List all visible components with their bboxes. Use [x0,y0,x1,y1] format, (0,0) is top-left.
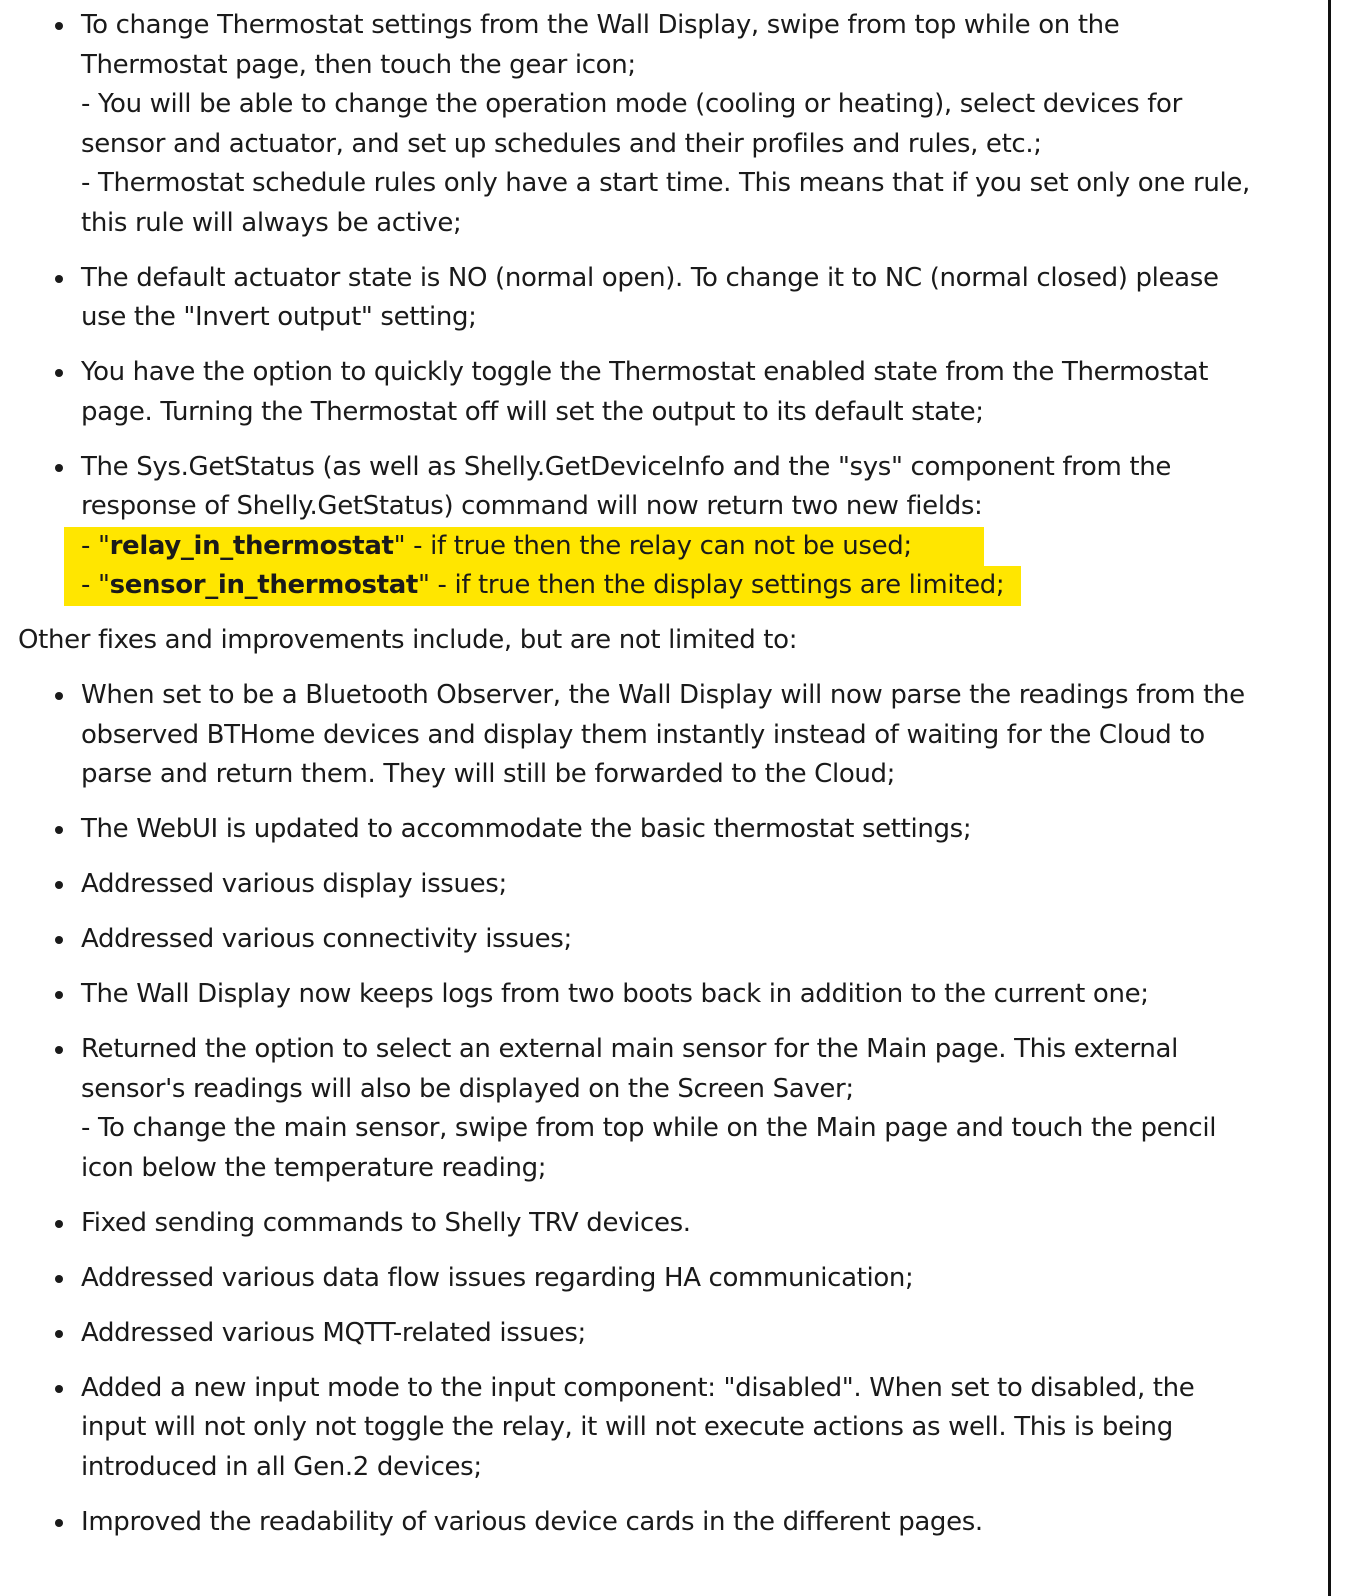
text-line: response of Shelly.GetStatus) command will now return two new fields: [81,491,983,521]
text-line: introduced in all Gen.2 devices; [81,1451,482,1482]
text-line: Addressed various display issues; [81,869,507,899]
text-line: Addressed various connectivity issues; [81,924,572,954]
text-line: - To change the main sensor, swipe from top while on the Main page and touch the pencil [81,1113,1217,1143]
text-line: Improved the readability of various device cards in the different pages. [81,1506,983,1537]
list-item [0,1030,1320,1188]
text-line: To change Thermostat settings from the Wall Display, swipe from top while on the [81,10,1120,40]
field-name: sensor_in_thermostat [109,570,418,600]
text-line: The Sys.GetStatus (as well as Shelly.GetDeviceInfo and the "sys" component from the [81,451,1171,482]
text-line: The WebUI is updated to accommodate the basic thermostat settings; [81,814,972,844]
text-line: - You will be able to change the operation mode (cooling or heating), select devices for [81,89,1182,119]
field-description: " - if true then the relay can not be used; [393,530,912,561]
highlighted-field-relay [64,527,984,567]
list-item [0,975,1320,1015]
list-item [0,676,1320,795]
list-item [0,1503,1320,1543]
list-item [0,259,1320,338]
text-line: Added a new input mode to the input component: "disabled". When set to disabled, the [81,1372,1195,1403]
text-line: observed BTHome devices and display them instantly instead of waiting for the Cloud to [81,719,1205,750]
text-line: Returned the option to select an external main sensor for the Main page. This external [81,1034,1178,1064]
list-item [0,810,1320,850]
text-line: You have the option to quickly toggle the Thermostat enabled state from the Thermostat [81,357,1209,387]
field-prefix: - " [81,530,110,561]
field-description: " - if true then the display settings are limited; [418,570,1005,600]
text-line: The default actuator state is NO (normal open). To change it to NC (normal closed) please [81,262,1219,293]
text-line: input will not only not toggle the relay, it will not execute actions as well. This is being [81,1412,1173,1442]
text-line: page. Turning the Thermostat off will set the output to its default state; [81,396,984,427]
text-line: The Wall Display now keeps logs from two boots back in addition to the current one; [81,979,1149,1009]
field-name: relay_in_thermostat [109,530,394,561]
text-line: icon below the temperature reading; [81,1152,547,1183]
list-item [0,6,1320,243]
list-item [0,920,1320,960]
list-item [0,1369,1320,1488]
window-edge-border [1328,0,1331,1596]
text-line: Addressed various MQTT-related issues; [81,1317,586,1348]
other-fixes-list [0,676,1320,1542]
list-item [0,353,1320,432]
text-line: this rule will always be active; [81,207,462,238]
text-line: use the "Invert output" setting; [81,302,477,332]
list-item [0,865,1320,905]
list-item [0,1314,1320,1354]
text-line: sensor's readings will also be displayed on the Screen Saver; [81,1073,854,1104]
text-line: - Thermostat schedule rules only have a start time. This means that if you set only one rule, [81,168,1250,198]
text-line: Addressed various data flow issues regarding HA communication; [81,1262,914,1293]
other-fixes-heading: Other fixes and improvements include, but are not limited to: [18,625,798,655]
text-line: Fixed sending commands to Shelly TRV devices. [81,1207,691,1238]
field-prefix: - " [81,570,110,600]
text-line: Thermostat page, then touch the gear icon; [81,49,636,80]
text-line: When set to be a Bluetooth Observer, the Wall Display will now parse the readings from the [81,680,1245,710]
thermostat-notes-list [0,6,1320,606]
list-item [0,1204,1320,1244]
list-item [0,1259,1320,1299]
highlighted-field-sensor [64,566,1021,606]
text-line: parse and return them. They will still be forwarded to the Cloud; [81,759,896,789]
list-item [0,448,1320,606]
text-line: sensor and actuator, and set up schedules and their profiles and rules, etc.; [81,128,1042,159]
